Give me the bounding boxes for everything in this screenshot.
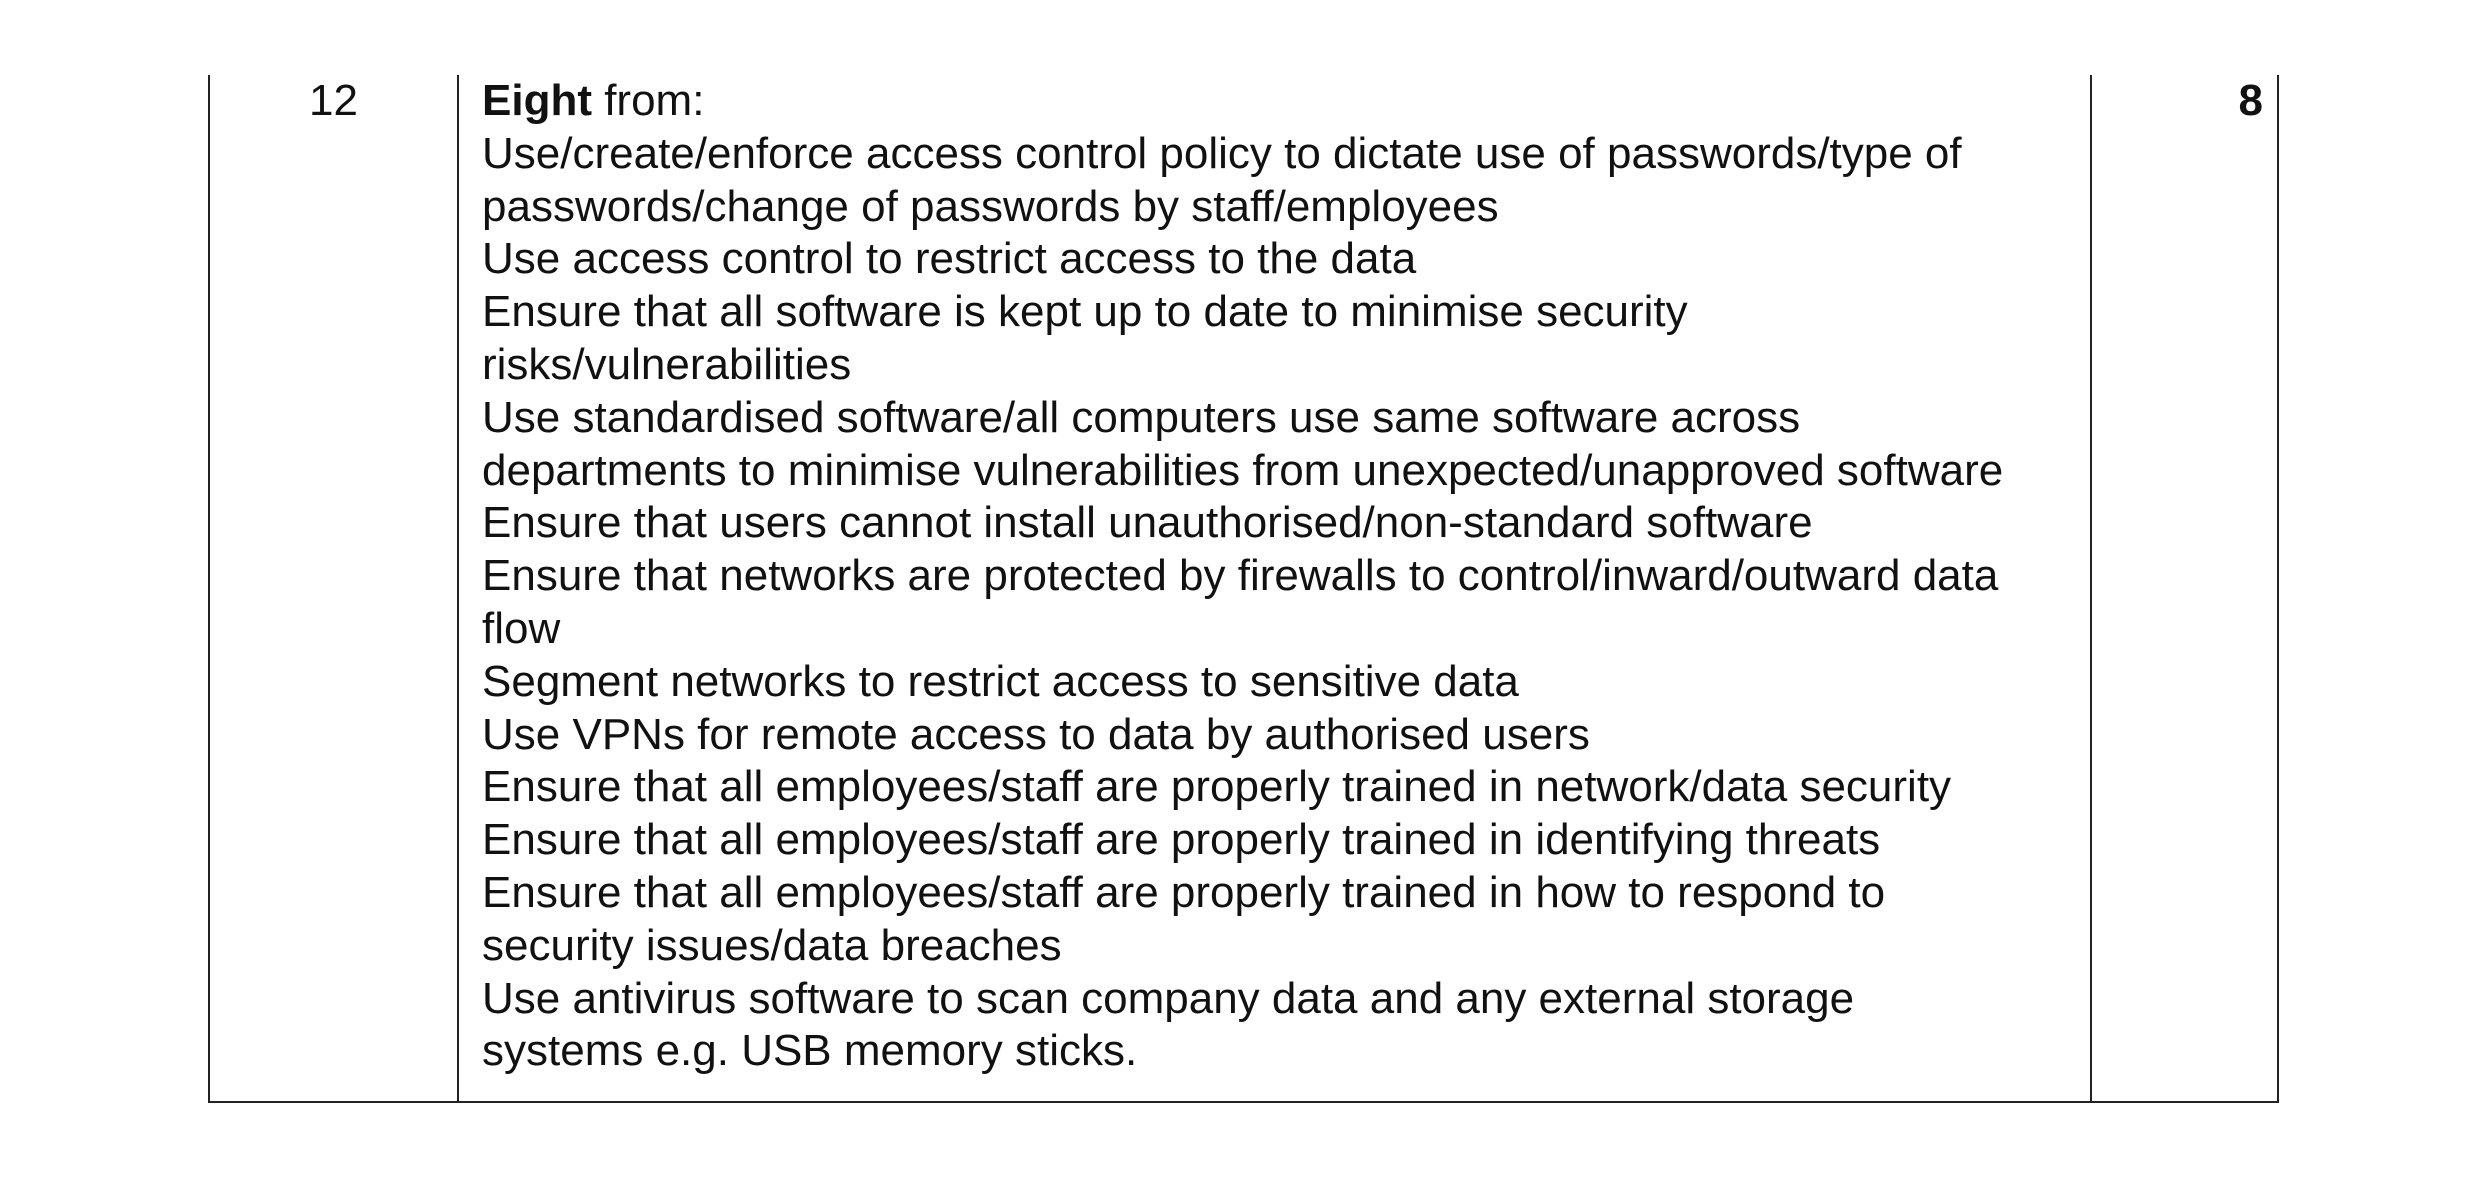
column-divider-left bbox=[457, 75, 459, 1101]
answer-line: departments to minimise vulnerabilities from unexpected/unapproved software bbox=[482, 445, 2004, 495]
answer-intro bbox=[482, 75, 2082, 128]
answer-line: security issues/data breaches bbox=[482, 920, 1062, 970]
answer-line: Ensure that all software is kept up to date to minimise security bbox=[482, 287, 1688, 337]
answer-line: Ensure that networks are protected by firewalls to control/inward/outward data bbox=[482, 551, 1999, 601]
answer-line: Segment networks to restrict access to sensitive data bbox=[482, 656, 1519, 706]
answer-line: Use antivirus software to scan company data and any external storage bbox=[482, 973, 1855, 1023]
answer-line: Ensure that users cannot install unauthorised/non-standard software bbox=[482, 498, 1813, 548]
answer-line: risks/vulnerabilities bbox=[482, 339, 852, 389]
column-divider-right bbox=[2090, 75, 2092, 1101]
answer-line: Ensure that all employees/staff are properly trained in how to respond to bbox=[482, 867, 1886, 917]
marks-value: 8 bbox=[2238, 76, 2263, 125]
answer-intro-rest: from: bbox=[591, 76, 705, 125]
answer-cell bbox=[482, 75, 2082, 1078]
answer-line: Use/create/enforce access control policy to dictate use of passwords/type of bbox=[482, 128, 1962, 178]
answer-line: systems e.g. USB memory sticks. bbox=[482, 1026, 1138, 1076]
answer-line: Use access control to restrict access to the data bbox=[482, 234, 1417, 284]
answer-line: Use standardised software/all computers use same software across bbox=[482, 392, 1801, 442]
answer-line: Ensure that all employees/staff are properly trained in identifying threats bbox=[482, 815, 1881, 865]
answer-line: flow bbox=[482, 603, 561, 653]
answer-line: passwords/change of passwords by staff/employees bbox=[482, 181, 1499, 231]
answer-line: Use VPNs for remote access to data by authorised users bbox=[482, 709, 1590, 759]
answer-intro-bold: Eight bbox=[482, 76, 592, 125]
answer-line: Ensure that all employees/staff are properly trained in network/data security bbox=[482, 762, 1952, 812]
mark-scheme-table bbox=[208, 75, 2279, 1103]
question-number: 12 bbox=[309, 76, 358, 125]
